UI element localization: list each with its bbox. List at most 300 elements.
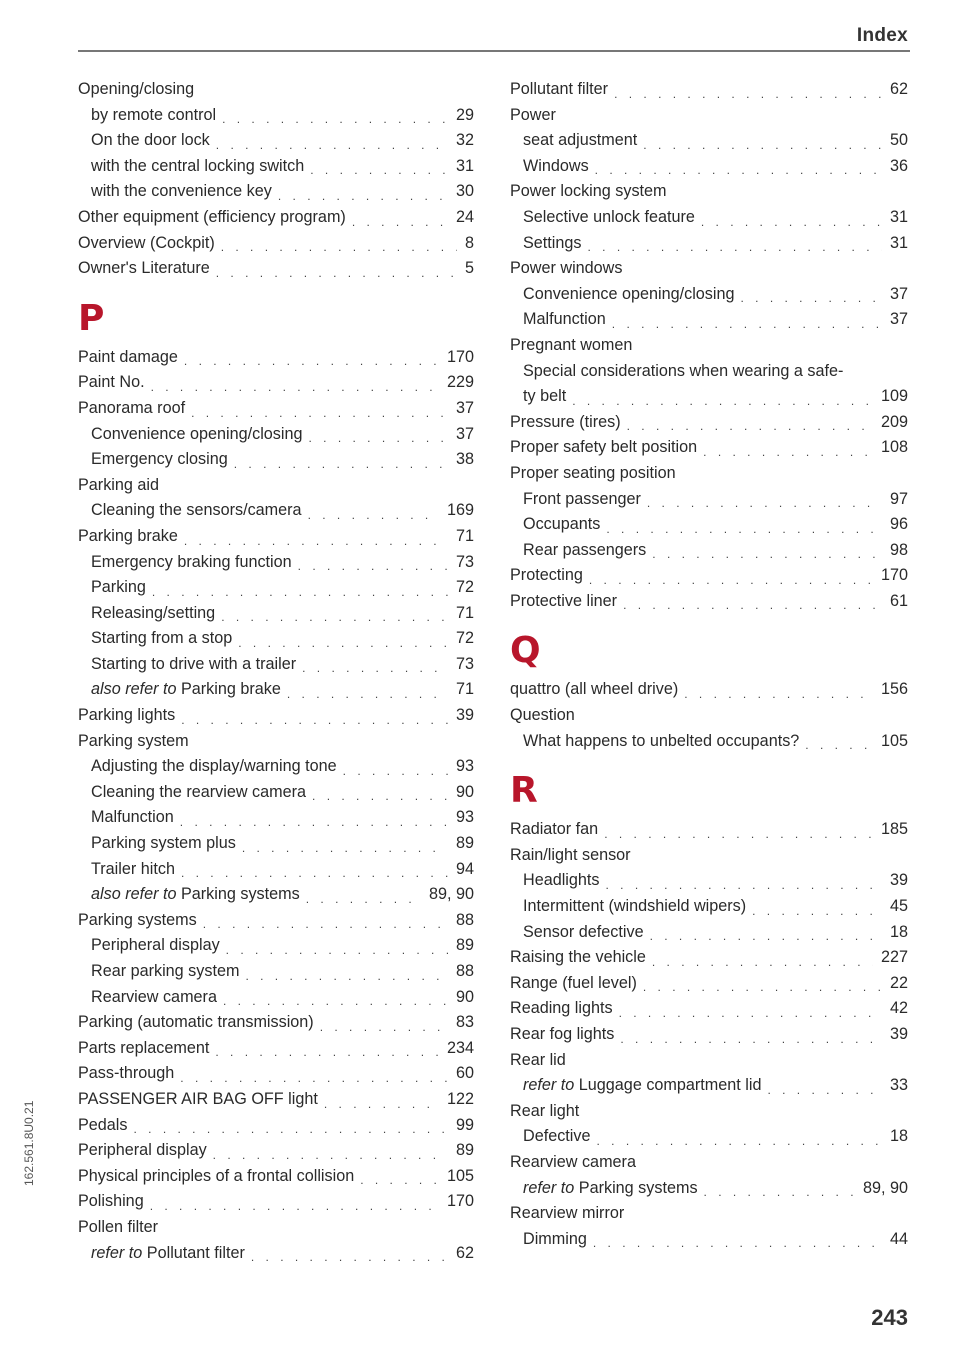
entry-page-number: 88 bbox=[455, 962, 474, 980]
leader-dots bbox=[302, 659, 448, 677]
entry-text: Cleaning the rearview camera bbox=[91, 782, 307, 801]
entry-page-number: 99 bbox=[455, 1115, 474, 1134]
entry-page-number: 72 bbox=[455, 629, 474, 648]
entry-label bbox=[91, 103, 216, 129]
entry-text: Pass-through bbox=[78, 1064, 175, 1083]
entry-page-number: 39 bbox=[889, 1025, 908, 1043]
entry-text: What happens to unbelted occupants? bbox=[523, 731, 800, 750]
entry-label bbox=[78, 729, 189, 755]
entry-label bbox=[523, 359, 843, 385]
index-entry bbox=[78, 370, 474, 396]
entry-label bbox=[91, 677, 281, 703]
entry-text: Parking system plus bbox=[91, 834, 236, 853]
entry-text: Proper safety belt position bbox=[510, 438, 698, 457]
entry-text: Parking lights bbox=[78, 706, 176, 725]
entry-text: Rearview camera bbox=[91, 987, 217, 1006]
leader-dots bbox=[242, 839, 448, 857]
entry-text: Proper seating position bbox=[510, 463, 676, 482]
entry-text: Pregnant women bbox=[510, 335, 633, 354]
entry-text: Special considerations when wearing a safe- bbox=[523, 361, 844, 380]
index-entry bbox=[78, 1215, 474, 1241]
entry-label bbox=[523, 128, 637, 154]
entry-page-number: 62 bbox=[889, 80, 908, 98]
index-subentry bbox=[78, 626, 474, 652]
index-subentry bbox=[78, 985, 474, 1011]
leader-dots bbox=[312, 787, 448, 805]
entry-text: Cleaning the sensors/camera bbox=[91, 501, 302, 520]
entry-label bbox=[91, 1241, 245, 1267]
entry-text: Rearview mirror bbox=[510, 1204, 625, 1223]
leader-dots bbox=[215, 1043, 439, 1061]
entry-text: Malfunction bbox=[91, 808, 174, 827]
entry-text: Front passenger bbox=[523, 489, 641, 508]
entry-label bbox=[523, 920, 644, 946]
entry-text: Paint damage bbox=[78, 347, 178, 366]
index-subentry bbox=[78, 933, 474, 959]
entry-page-number: 89, 90 bbox=[862, 1178, 908, 1197]
index-subentry bbox=[78, 882, 474, 908]
entry-page-number: 209 bbox=[880, 412, 908, 431]
leader-dots bbox=[652, 545, 882, 563]
entry-text: Pedals bbox=[78, 1115, 128, 1134]
entry-page-number: 31 bbox=[889, 233, 908, 252]
index-entry bbox=[78, 1010, 474, 1036]
leader-dots bbox=[596, 1132, 882, 1150]
index-subentry bbox=[510, 1124, 908, 1150]
entry-page-number: 50 bbox=[889, 131, 908, 150]
leader-dots bbox=[180, 813, 448, 831]
leader-dots bbox=[221, 238, 457, 256]
entry-text: Parking systems bbox=[78, 910, 197, 929]
entry-label bbox=[91, 550, 292, 576]
leader-dots bbox=[343, 762, 448, 780]
index-entry bbox=[510, 1048, 908, 1074]
entry-text: Protecting bbox=[510, 566, 583, 585]
entry-text: with the central locking switch bbox=[91, 156, 305, 175]
leader-dots bbox=[251, 1248, 448, 1266]
entry-text: with the convenience key bbox=[91, 182, 272, 201]
leader-dots bbox=[181, 711, 448, 729]
entry-page-number: 229 bbox=[446, 373, 474, 392]
entry-label bbox=[523, 154, 589, 180]
entry-label bbox=[91, 882, 300, 908]
entry-label bbox=[91, 805, 174, 831]
index-entry bbox=[78, 908, 474, 934]
index-entry bbox=[510, 256, 908, 282]
entry-text: Radiator fan bbox=[510, 820, 599, 839]
entry-text: Emergency closing bbox=[91, 450, 228, 469]
entry-page-number: 31 bbox=[455, 156, 474, 175]
leader-dots bbox=[595, 161, 882, 179]
entry-label bbox=[510, 843, 631, 869]
index-subentry bbox=[510, 1073, 908, 1099]
entry-text: Power bbox=[510, 105, 556, 124]
leader-dots bbox=[643, 136, 882, 154]
entry-text: quattro (all wheel drive) bbox=[510, 680, 679, 699]
entry-label bbox=[510, 703, 575, 729]
entry-text: seat adjustment bbox=[523, 131, 638, 150]
index-entry bbox=[78, 729, 474, 755]
leader-dots bbox=[572, 392, 873, 410]
index-entry bbox=[78, 205, 474, 231]
entry-page-number: 60 bbox=[455, 1064, 474, 1083]
entry-label bbox=[78, 1036, 209, 1062]
index-subentry bbox=[78, 831, 474, 857]
entry-page-number: 89 bbox=[455, 834, 474, 853]
entry-label bbox=[91, 575, 146, 601]
leader-dots bbox=[234, 455, 448, 473]
entry-text: Peripheral display bbox=[78, 1141, 207, 1160]
entry-label bbox=[78, 1164, 354, 1190]
entry-label bbox=[78, 345, 178, 371]
entry-label bbox=[78, 1113, 128, 1139]
entry-label bbox=[510, 945, 646, 971]
entry-text: Adjusting the display/warning tone bbox=[91, 757, 337, 776]
entry-text: Range (fuel level) bbox=[510, 973, 637, 992]
entry-page-number: 37 bbox=[889, 284, 908, 303]
leader-dots bbox=[306, 890, 421, 908]
entry-text: Sensor defective bbox=[523, 922, 644, 941]
index-entry bbox=[510, 589, 908, 615]
index-subentry bbox=[510, 1176, 908, 1202]
entry-page-number: 93 bbox=[455, 808, 474, 827]
leader-dots bbox=[191, 404, 448, 422]
leader-dots bbox=[221, 608, 448, 626]
entry-page-number: 72 bbox=[455, 578, 474, 597]
entry-page-number: 39 bbox=[455, 706, 474, 725]
entry-page-number: 89 bbox=[455, 1141, 474, 1160]
entry-text: Emergency braking function bbox=[91, 552, 292, 571]
entry-label bbox=[510, 461, 676, 487]
leader-dots bbox=[238, 634, 448, 652]
entry-page-number: 89, 90 bbox=[428, 885, 474, 904]
entry-text: Parking brake bbox=[78, 526, 178, 545]
index-entry bbox=[510, 945, 908, 971]
entry-label bbox=[78, 1215, 158, 1241]
index-entry bbox=[510, 179, 908, 205]
leader-dots bbox=[588, 238, 882, 256]
entry-page-number: 37 bbox=[455, 424, 474, 443]
leader-dots bbox=[309, 429, 448, 447]
entry-page-number: 96 bbox=[889, 515, 908, 534]
index-entry bbox=[78, 345, 474, 371]
index-subentry bbox=[510, 512, 908, 538]
section-letter: R bbox=[510, 770, 538, 812]
leader-dots bbox=[278, 187, 448, 205]
entry-label bbox=[523, 1124, 590, 1150]
index-subentry bbox=[510, 359, 908, 385]
entry-page-number: 185 bbox=[880, 820, 908, 839]
entry-label bbox=[91, 831, 236, 857]
leader-dots bbox=[181, 864, 448, 882]
entry-page-number: 37 bbox=[889, 310, 908, 329]
entry-label bbox=[523, 1073, 761, 1099]
entry-page-number: 73 bbox=[455, 552, 474, 571]
index-subentry bbox=[78, 550, 474, 576]
entry-label bbox=[523, 894, 746, 920]
entry-label bbox=[523, 487, 641, 513]
entry-label bbox=[510, 256, 622, 282]
index-entry bbox=[510, 333, 908, 359]
entry-label bbox=[91, 857, 175, 883]
index-column-left bbox=[78, 77, 474, 1266]
index-entry bbox=[78, 1189, 474, 1215]
index-entry bbox=[510, 1099, 908, 1125]
entry-label bbox=[78, 1189, 144, 1215]
index-entry bbox=[510, 1201, 908, 1227]
entry-text: Parking system bbox=[78, 731, 189, 750]
leader-dots bbox=[352, 213, 448, 231]
leader-dots bbox=[360, 1171, 439, 1189]
leader-dots bbox=[151, 378, 439, 396]
leader-dots bbox=[150, 1197, 439, 1215]
leader-dots bbox=[298, 557, 448, 575]
entry-text: Parking bbox=[91, 578, 146, 597]
leader-dots bbox=[606, 520, 882, 538]
entry-page-number: 90 bbox=[455, 782, 474, 801]
entry-text: Power locking system bbox=[510, 182, 667, 201]
entry-text: Power windows bbox=[510, 259, 623, 278]
entry-page-number: 32 bbox=[455, 131, 474, 150]
entry-page-number: 90 bbox=[455, 987, 474, 1006]
entry-label bbox=[510, 1099, 579, 1125]
entry-text: Parking aid bbox=[78, 475, 159, 494]
index-entry bbox=[510, 563, 908, 589]
index-entry bbox=[78, 1138, 474, 1164]
index-subentry bbox=[510, 128, 908, 154]
entry-text: Selective unlock feature bbox=[523, 207, 695, 226]
entry-page-number: 71 bbox=[455, 680, 474, 699]
entry-text: Trailer hitch bbox=[91, 859, 175, 878]
page-header-title: Index bbox=[856, 25, 908, 46]
entry-label bbox=[78, 1087, 318, 1113]
index-entry bbox=[78, 231, 474, 257]
leader-dots bbox=[643, 978, 882, 996]
leader-dots bbox=[614, 85, 882, 103]
entry-label bbox=[510, 1048, 566, 1074]
entry-label bbox=[78, 77, 194, 103]
entry-page-number: 71 bbox=[455, 603, 474, 622]
entry-text: Peripheral display bbox=[91, 936, 220, 955]
entry-label bbox=[91, 128, 210, 154]
entry-page-number: 44 bbox=[889, 1229, 908, 1248]
entry-text: Raising the vehicle bbox=[510, 948, 646, 967]
entry-text: Luggage compartment lid bbox=[578, 1076, 762, 1095]
leader-dots bbox=[180, 1069, 448, 1087]
entry-label bbox=[91, 422, 303, 448]
leader-dots bbox=[134, 1120, 448, 1138]
entry-page-number: 170 bbox=[446, 347, 474, 366]
entry-label bbox=[510, 589, 617, 615]
entry-page-number: 105 bbox=[446, 1166, 474, 1185]
entry-text: Defective bbox=[523, 1127, 591, 1146]
index-subentry bbox=[78, 780, 474, 806]
index-entry bbox=[78, 1036, 474, 1062]
entry-label bbox=[91, 154, 304, 180]
leader-dots bbox=[222, 110, 448, 128]
entry-page-number: 31 bbox=[889, 207, 908, 226]
leader-dots bbox=[310, 161, 448, 179]
entry-text: Headlights bbox=[523, 871, 600, 890]
entry-label bbox=[91, 498, 302, 524]
entry-text: Dimming bbox=[523, 1229, 587, 1248]
leader-dots bbox=[767, 1081, 882, 1099]
index-subentry bbox=[78, 575, 474, 601]
entry-label bbox=[510, 971, 637, 997]
entry-page-number: 33 bbox=[889, 1076, 908, 1095]
index-entry bbox=[510, 1150, 908, 1176]
entry-text: Opening/closing bbox=[78, 80, 195, 98]
entry-label bbox=[91, 754, 337, 780]
entry-page-number: 5 bbox=[464, 259, 474, 278]
leader-dots bbox=[805, 736, 873, 754]
entry-label bbox=[78, 231, 215, 257]
entry-label bbox=[78, 473, 159, 499]
entry-text: Rear fog lights bbox=[510, 1025, 615, 1043]
entry-page-number: 39 bbox=[889, 871, 908, 890]
index-entry bbox=[78, 473, 474, 499]
leader-dots bbox=[701, 213, 882, 231]
entry-text: Settings bbox=[523, 233, 582, 252]
leader-dots bbox=[703, 443, 873, 461]
index-subentry bbox=[510, 920, 908, 946]
entry-label bbox=[78, 370, 145, 396]
entry-text: PASSENGER AIR BAG OFF light bbox=[78, 1089, 318, 1108]
index-entry bbox=[78, 256, 474, 282]
entry-label bbox=[523, 729, 799, 755]
entry-label bbox=[78, 908, 197, 934]
entry-text: Question bbox=[510, 706, 575, 725]
entry-label bbox=[523, 384, 566, 410]
entry-label bbox=[510, 1150, 636, 1176]
index-subentry bbox=[78, 754, 474, 780]
entry-text: ty belt bbox=[523, 387, 567, 406]
leader-dots bbox=[308, 506, 439, 524]
entry-page-number: 37 bbox=[455, 398, 474, 417]
index-subentry bbox=[510, 868, 908, 894]
leader-dots bbox=[647, 494, 882, 512]
entry-text: Starting to drive with a trailer bbox=[91, 654, 297, 673]
index-subentry bbox=[78, 103, 474, 129]
leader-dots bbox=[245, 967, 448, 985]
entry-text: Parking systems bbox=[578, 1178, 698, 1197]
entry-text: Owner's Literature bbox=[78, 259, 210, 278]
entry-page-number: 109 bbox=[880, 387, 908, 406]
entry-page-number: 36 bbox=[889, 156, 908, 175]
leader-dots bbox=[741, 289, 882, 307]
entry-text: by remote control bbox=[91, 105, 217, 124]
index-entry bbox=[78, 396, 474, 422]
index-subentry bbox=[78, 805, 474, 831]
entry-label bbox=[523, 282, 735, 308]
leader-dots bbox=[604, 825, 873, 843]
entry-page-number: 8 bbox=[464, 233, 474, 252]
entry-text: Rear lid bbox=[510, 1050, 566, 1069]
index-entry bbox=[510, 843, 908, 869]
leader-dots bbox=[652, 953, 873, 971]
entry-page-number: 89 bbox=[455, 936, 474, 955]
entry-text: Parking (automatic transmission) bbox=[78, 1013, 314, 1032]
index-entry bbox=[78, 1087, 474, 1113]
leader-dots bbox=[620, 1030, 882, 1048]
entry-text: Parking brake bbox=[180, 680, 281, 699]
index-entry bbox=[78, 1113, 474, 1139]
entry-label bbox=[523, 512, 600, 538]
entry-text: Paint No. bbox=[78, 373, 145, 392]
entry-label bbox=[523, 1176, 698, 1202]
entry-page-number: 227 bbox=[880, 948, 908, 967]
entry-page-number: 22 bbox=[889, 973, 908, 992]
leader-dots bbox=[223, 992, 448, 1010]
leader-dots bbox=[203, 915, 448, 933]
entry-label bbox=[78, 703, 175, 729]
leader-dots bbox=[619, 1004, 882, 1022]
entry-page-number: 169 bbox=[446, 501, 474, 520]
entry-label bbox=[91, 447, 228, 473]
entry-page-number: 42 bbox=[889, 999, 908, 1018]
entry-page-number: 234 bbox=[446, 1038, 474, 1057]
entry-page-number: 18 bbox=[889, 1127, 908, 1146]
index-entry bbox=[78, 1164, 474, 1190]
entry-text: Rear light bbox=[510, 1101, 580, 1120]
entry-text: On the door lock bbox=[91, 131, 210, 150]
entry-label bbox=[91, 985, 217, 1011]
entry-page-number: 29 bbox=[455, 105, 474, 124]
entry-label bbox=[523, 868, 600, 894]
entry-text: Malfunction bbox=[523, 310, 606, 329]
index-subentry bbox=[78, 1241, 474, 1267]
entry-text: Other equipment (efficiency program) bbox=[78, 207, 346, 226]
leader-dots bbox=[593, 1234, 882, 1252]
index-subentry bbox=[510, 205, 908, 231]
entry-text: Protective liner bbox=[510, 591, 618, 610]
leader-dots bbox=[184, 532, 448, 550]
entry-text: Occupants bbox=[523, 515, 601, 534]
entry-label bbox=[91, 652, 296, 678]
leader-dots bbox=[216, 264, 457, 282]
index-subentry bbox=[510, 282, 908, 308]
index-subentry bbox=[78, 601, 474, 627]
entry-label bbox=[91, 179, 272, 205]
entry-text: Parts replacement bbox=[78, 1038, 210, 1057]
index-subentry bbox=[510, 307, 908, 333]
index-entry bbox=[78, 703, 474, 729]
cross-reference: refer to bbox=[523, 1178, 575, 1197]
index-subentry bbox=[78, 959, 474, 985]
entry-label bbox=[78, 396, 185, 422]
entry-label bbox=[78, 524, 178, 550]
entry-page-number: 62 bbox=[455, 1243, 474, 1262]
entry-page-number: 105 bbox=[880, 731, 908, 750]
entry-text: Rear parking system bbox=[91, 962, 240, 980]
leader-dots bbox=[627, 417, 873, 435]
entry-label bbox=[510, 410, 621, 436]
index-subentry bbox=[78, 128, 474, 154]
entry-label bbox=[510, 103, 556, 129]
leader-dots bbox=[184, 352, 439, 370]
leader-dots bbox=[216, 136, 448, 154]
index-entry bbox=[510, 1022, 908, 1048]
entry-label bbox=[78, 1010, 314, 1036]
leader-dots bbox=[320, 1018, 448, 1036]
entry-text: Releasing/setting bbox=[91, 603, 216, 622]
entry-text: Pressure (tires) bbox=[510, 412, 621, 431]
entry-text: Starting from a stop bbox=[91, 629, 233, 648]
entry-label bbox=[523, 1227, 587, 1253]
index-subentry bbox=[78, 498, 474, 524]
index-column-right bbox=[510, 77, 908, 1252]
entry-label bbox=[91, 933, 220, 959]
